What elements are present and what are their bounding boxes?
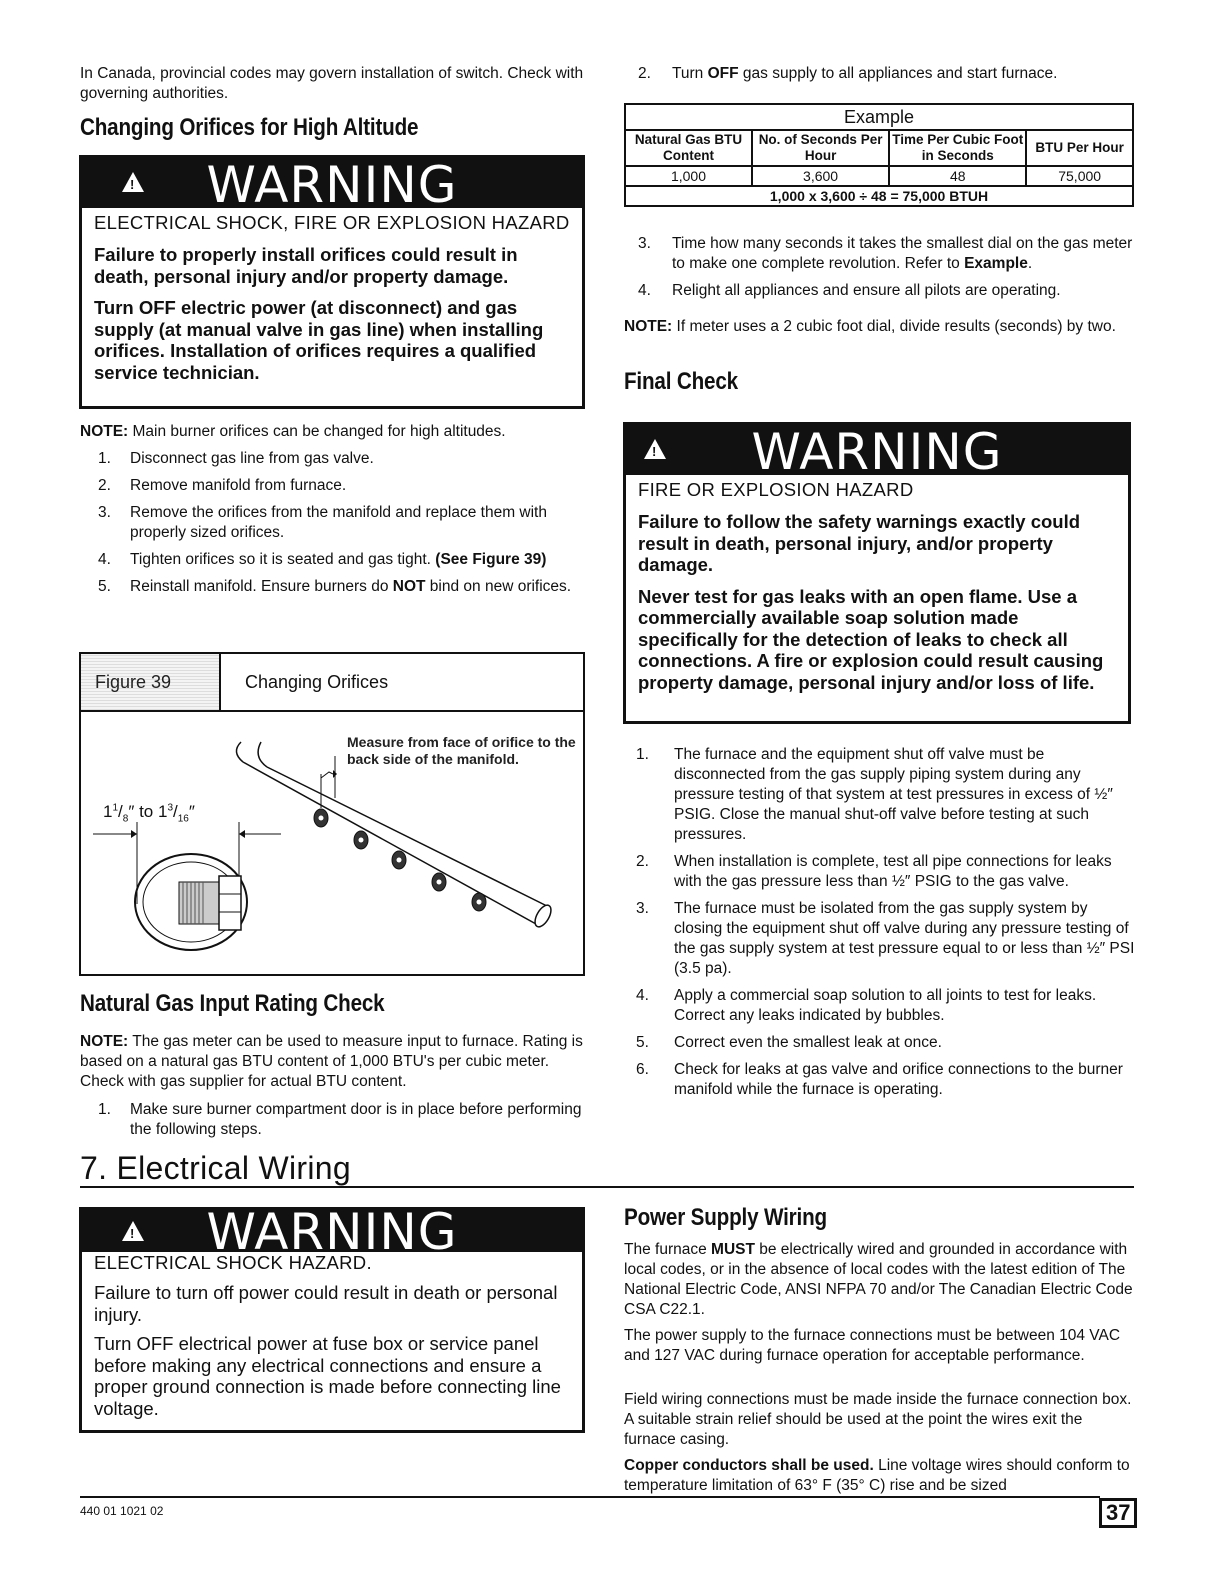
gas-steps-continued-2 [620, 234, 1135, 308]
warning-text-1: Failure to follow the safety warnings exactly could result in death, personal injury, and/or property damage. [638, 511, 1081, 575]
power-paragraph-1: The furnace MUST be electrically wired and grounded in accordance with local codes, or in the absence of local codes with the latest edition of The National Electric Code, ANSI NFPA 70 and/or The Canadian Electric Code CSA C22.1. [624, 1241, 1133, 1318]
list-item: 3. Remove the orifices from the manifold and replace them with properly sized orifices. [98, 504, 547, 541]
figure-label: Figure 39 [81, 654, 221, 710]
table-cell: 1,000 [625, 166, 752, 186]
page-number: 37 [1099, 1498, 1137, 1528]
example-formula: 1,000 x 3,600 ÷ 48 = 75,000 BTUH [625, 186, 1133, 206]
meter-note: NOTE: If meter uses a 2 cubic foot dial, divide results (seconds) by two. [624, 318, 1116, 335]
measure-note: Measure from face of orifice to the back side of the manifold. [347, 734, 576, 767]
list-item: 4. Relight all appliances and ensure all pilots are operating. [638, 282, 1061, 299]
warning-text-2: Turn OFF electric power (at disconnect) and gas supply (at manual valve in gas line) when installing orifices. Installation of orifices requires a qualified service technician. [94, 297, 544, 383]
table-cell: 3,600 [752, 166, 889, 186]
dimension-label: $1^1/_8''$ to $1^3/_{16}''$ [103, 802, 195, 825]
final-check-heading: Final Check [624, 368, 738, 395]
intro-paragraph: In Canada, provincial codes may govern installation of switch. Check with governing authorities. [80, 65, 584, 102]
section-title: 7. Electrical Wiring [80, 1150, 351, 1186]
warning-triangle-icon: ! [122, 172, 144, 192]
final-check-steps [620, 745, 1135, 1107]
list-item: 1. The furnace and the equipment shut off valve must be disconnected from the gas supply piping system during any pressure testing of that system at test pressures in excess of ½″ PSIG. Close the manual shut-off valve before testing at such pressures. [636, 746, 1113, 843]
figure-title: Changing Orifices [245, 671, 389, 692]
power-paragraph-3: Field wiring connections must be made inside the furnace connection box. A suitable strain relief should be used at the point the wires exit the furnace casing. [624, 1391, 1132, 1448]
list-item: 5. Correct even the smallest leak at once. [636, 1034, 942, 1051]
gas-steps-continued [620, 64, 1135, 91]
power-paragraph-2: The power supply to the furnace connections must be between 104 VAC and 127 VAC during furnace operation for acceptable performance. [624, 1327, 1121, 1364]
orifice-note: NOTE: Main burner orifices can be changed for high altitudes. [80, 423, 506, 440]
list-item: 3. The furnace must be isolated from the gas supply system by closing the equipment shut off valve during any pressure testing of the gas supply system at test pressure equal to or less than ½″ PSI (3.5 pa). [636, 900, 1135, 977]
warning-hazard-type: ELECTRICAL SHOCK, FIRE OR EXPLOSION HAZARD [94, 212, 570, 233]
warning-hazard-type: ELECTRICAL SHOCK HAZARD. [94, 1252, 372, 1273]
list-item: 2. When installation is complete, test all pipe connections for leaks with the gas pressure less than ½″ PSIG to the gas valve. [636, 853, 1112, 890]
warning-header [82, 156, 582, 214]
warning-box-final-check [623, 422, 1131, 724]
warning-box-electrical [79, 1203, 585, 1433]
table-cell: 75,000 [1026, 166, 1133, 186]
list-item: 4. Tighten orifices so it is seated and gas tight. (See Figure 39) [98, 551, 547, 568]
gas-steps [80, 1100, 590, 1147]
warning-word: WARNING [206, 156, 458, 214]
footer-rule [80, 1496, 1100, 1498]
warning-triangle-icon: ! [644, 439, 666, 459]
warning-header [82, 1203, 582, 1261]
warning-word: WARNING [751, 423, 1003, 481]
power-paragraph-4: Copper conductors shall be used. Line voltage wires should conform to temperature limitation of 63° F (35° C) rise and be sized [624, 1457, 1130, 1494]
warning-text-2: Turn OFF electrical power at fuse box or service panel before making any electrical connections and ensure a proper ground connection is made before connecting line voltage. [94, 1333, 561, 1419]
table-header: Natural Gas BTU Content [625, 130, 752, 166]
example-title: Example [625, 104, 1133, 130]
list-item: 2. Remove manifold from furnace. [98, 477, 347, 494]
list-item: 6. Check for leaks at gas valve and orifice connections to the burner manifold while the furnace is operating. [636, 1061, 1123, 1098]
list-item: 2. Turn OFF gas supply to all appliances and start furnace. [638, 65, 1058, 82]
figure-39 [79, 652, 585, 976]
orifice-steps [80, 449, 590, 604]
list-item: 4. Apply a commercial soap solution to all joints to test for leaks. Correct any leaks indicated by bubbles. [636, 987, 1097, 1024]
orifice-heading: Changing Orifices for High Altitude [80, 114, 419, 141]
warning-box-orifice [79, 155, 585, 409]
section-rule [80, 1186, 1134, 1188]
gas-note: NOTE: The gas meter can be used to measure input to furnace. Rating is based on a natural gas BTU content of 1,000 BTU's per cubic meter. Check with gas supplier for actual BTU content. [80, 1033, 583, 1090]
table-header: BTU Per Hour [1026, 130, 1133, 166]
gas-rating-heading: Natural Gas Input Rating Check [80, 990, 385, 1017]
doc-number: 440 01 1021 02 [80, 1504, 164, 1518]
warning-text-1: Failure to turn off power could result in death or personal injury. [94, 1282, 558, 1325]
list-item: 1. Make sure burner compartment door is in place before performing the following steps. [98, 1101, 582, 1138]
table-header: Time Per Cubic Foot in Seconds [889, 130, 1026, 166]
warning-hazard-type: FIRE OR EXPLOSION HAZARD [638, 479, 914, 500]
warning-text-1: Failure to properly install orifices could result in death, personal injury and/or property damage. [94, 244, 518, 287]
warning-header [626, 423, 1128, 481]
warning-word: WARNING [206, 1203, 458, 1261]
table-cell: 48 [889, 166, 1026, 186]
example-table [624, 103, 1134, 207]
list-item: 1. Disconnect gas line from gas valve. [98, 450, 374, 467]
table-header: No. of Seconds Per Hour [752, 130, 889, 166]
warning-text-2: Never test for gas leaks with an open flame. Use a commercially available soap solution made specifically for the detection of leaks to check all connections. A fire or explosion could result causing property damage, personal injury and/or loss of life. [638, 585, 1104, 693]
warning-triangle-icon: ! [122, 1221, 144, 1241]
list-item: 5. Reinstall manifold. Ensure burners do NOT bind on new orifices. [98, 578, 572, 595]
list-item: 3. Time how many seconds it takes the smallest dial on the gas meter to make one complete revolution. Refer to Example. [638, 235, 1133, 272]
power-supply-heading: Power Supply Wiring [624, 1204, 827, 1231]
orifice-diagram [81, 712, 583, 976]
